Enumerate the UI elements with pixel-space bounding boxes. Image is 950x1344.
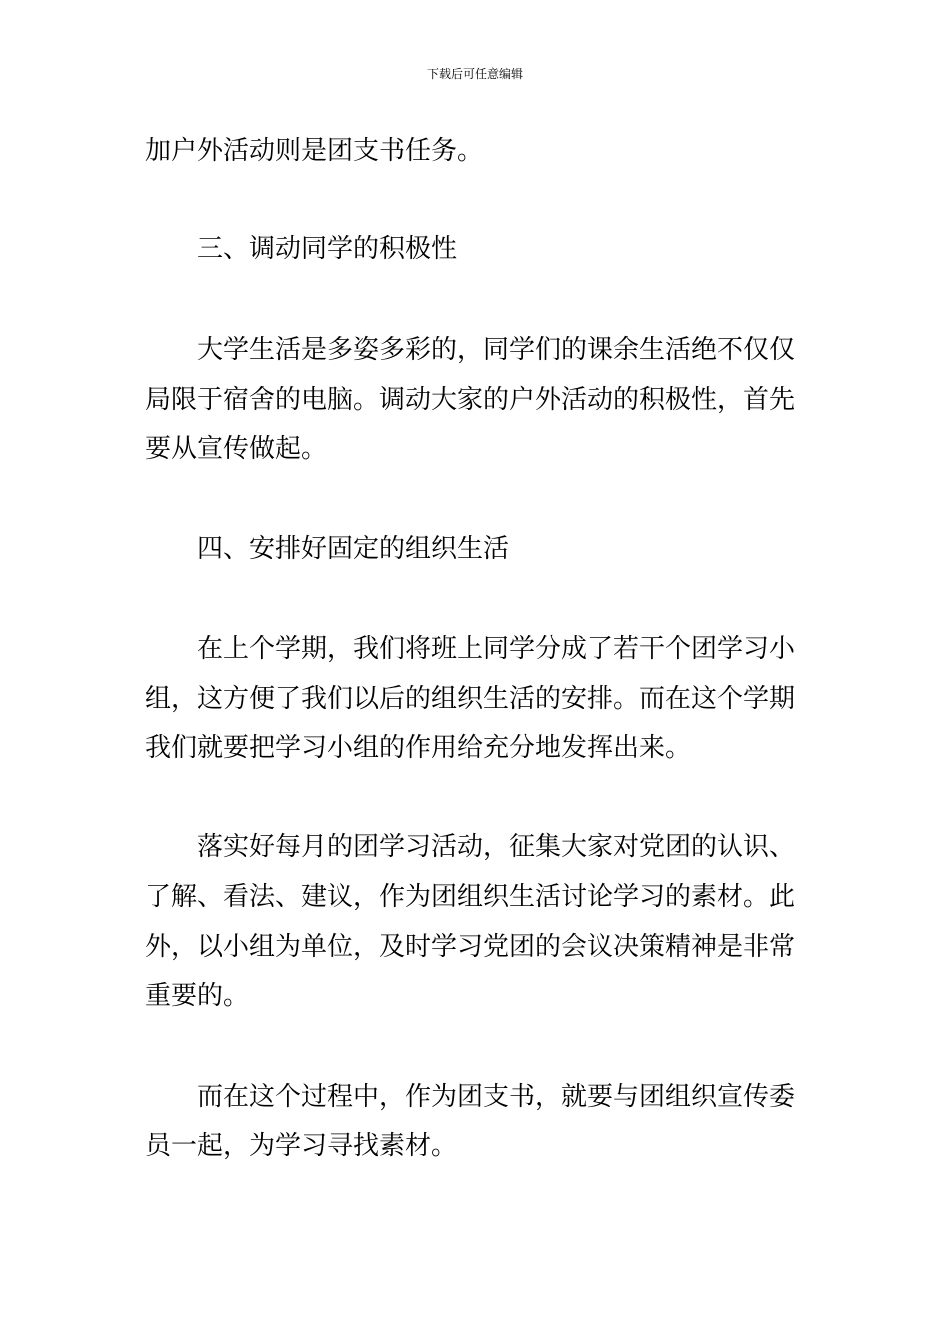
body-line: 员一起，为学习寻找素材。 [145, 1131, 458, 1161]
body-line: 加户外活动则是团支书任务。 [145, 136, 484, 166]
body-line: 重要的。 [145, 981, 250, 1011]
body-line: 外，以小组为单位，及时学习党团的会议决策精神是非常 [145, 932, 796, 962]
body-line: 大学生活是多姿多彩的，同学们的课余生活绝不仅仅 [197, 335, 796, 365]
body-line: 了解、看法、建议，作为团组织生活讨论学习的素材。此 [145, 882, 796, 912]
body-line: 落实好每月的团学习活动，征集大家对党团的认识、 [197, 832, 796, 862]
body-line: 要从宣传做起。 [145, 434, 328, 464]
section-heading: 四、安排好固定的组织生活 [197, 534, 510, 564]
body-line: 而在这个过程中，作为团支书，就要与团组织宣传委 [197, 1082, 796, 1112]
body-line: 我们就要把学习小组的作用给充分地发挥出来。 [145, 733, 692, 763]
body-line: 局限于宿舍的电脑。调动大家的户外活动的积极性，首先 [145, 385, 796, 415]
body-line: 组，这方便了我们以后的组织生活的安排。而在这个学期 [145, 684, 796, 714]
body-line: 在上个学期，我们将班上同学分成了若干个团学习小 [197, 634, 796, 664]
section-heading: 三、调动同学的积极性 [197, 234, 458, 264]
header-note: 下载后可任意编辑 [426, 67, 523, 81]
